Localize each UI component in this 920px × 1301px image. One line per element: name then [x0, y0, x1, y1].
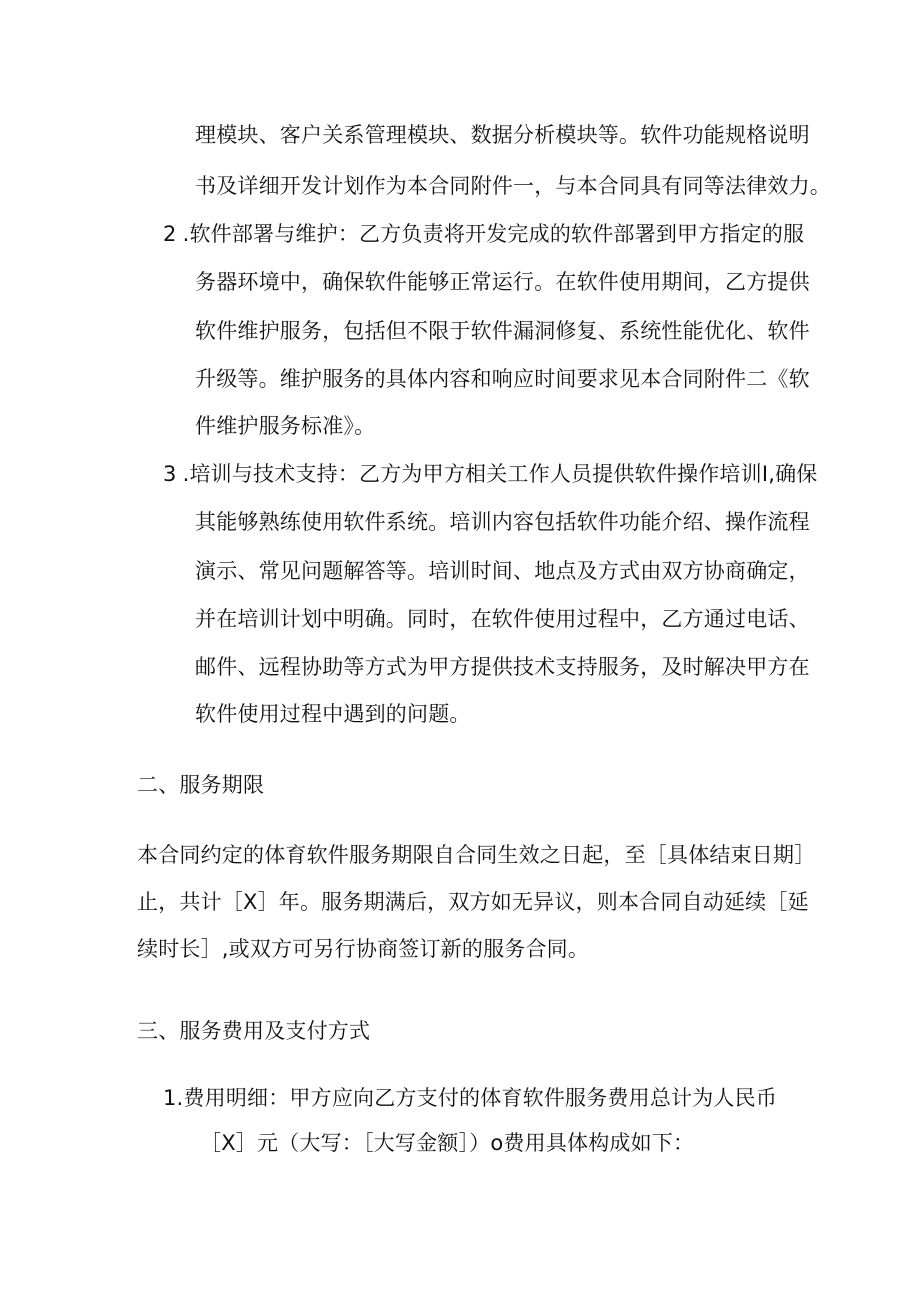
paragraph-line: 邮件、远程协助等方式为甲方提供技术支持服务，及时解决甲方在: [195, 655, 810, 679]
paragraph-line: .培训与技术支持：乙方为甲方相关工作人员提供软件操作培训I,确保: [182, 462, 818, 486]
paragraph-line: 务器环境中，确保软件能够正常运行。在软件使用期间，乙方提供: [195, 270, 810, 294]
section-heading: 二、服务期限: [137, 773, 265, 797]
list-number: 3: [163, 462, 177, 486]
paragraph-line: 理模块、客户关系管理模块、数据分析模块等。软件功能规格说明: [195, 123, 810, 147]
paragraph-line: ［X］元（大写：［大写金额］）o费用具体构成如下：: [200, 1131, 695, 1155]
paragraph-line: 1.费用明细：甲方应向乙方支付的体育软件服务费用总计为人民币: [163, 1086, 778, 1110]
paragraph-line: 演示、常见问题解答等。培训时间、地点及方式由双方协商确定，: [195, 559, 810, 583]
section-heading: 三、服务费用及支付方式: [137, 1019, 371, 1043]
paragraph-line: 件维护服务标准》。: [195, 414, 376, 438]
paragraph-line: 书及详细开发计划作为本合同附件一，与本合同具有同等法律效力。: [195, 174, 831, 198]
paragraph-line: 升级等。维护服务的具体内容和响应时间要求见本合同附件二《软: [195, 367, 810, 391]
paragraph-line: 软件维护服务，包括但不限于软件漏洞修复、系统性能优化、软件: [195, 319, 810, 343]
paragraph-line: 并在培训计划中明确。同时，在软件使用过程中，乙方通过电话、: [195, 607, 810, 631]
paragraph-line: 本合同约定的体育软件服务期限自合同生效之日起，至［具体结束日期］: [137, 843, 816, 867]
paragraph-line: 软件使用过程中遇到的问题。: [195, 702, 471, 726]
list-item-3-first-line: [163, 460, 818, 488]
list-number: 2: [163, 222, 177, 246]
paragraph-line: .软件部署与维护：乙方负责将开发完成的软件部署到甲方指定的服: [182, 222, 805, 246]
paragraph-line: 其能够熟练使用软件系统。培训内容包括软件功能介绍、操作流程: [195, 510, 810, 534]
paragraph-line: 续时长］,或双方可另行协商签订新的服务合同。: [137, 937, 590, 961]
paragraph-line: 止，共计［X］年。服务期满后，双方如无异议，则本合同自动延续［延: [137, 890, 809, 914]
list-item-2-first-line: [163, 220, 804, 248]
